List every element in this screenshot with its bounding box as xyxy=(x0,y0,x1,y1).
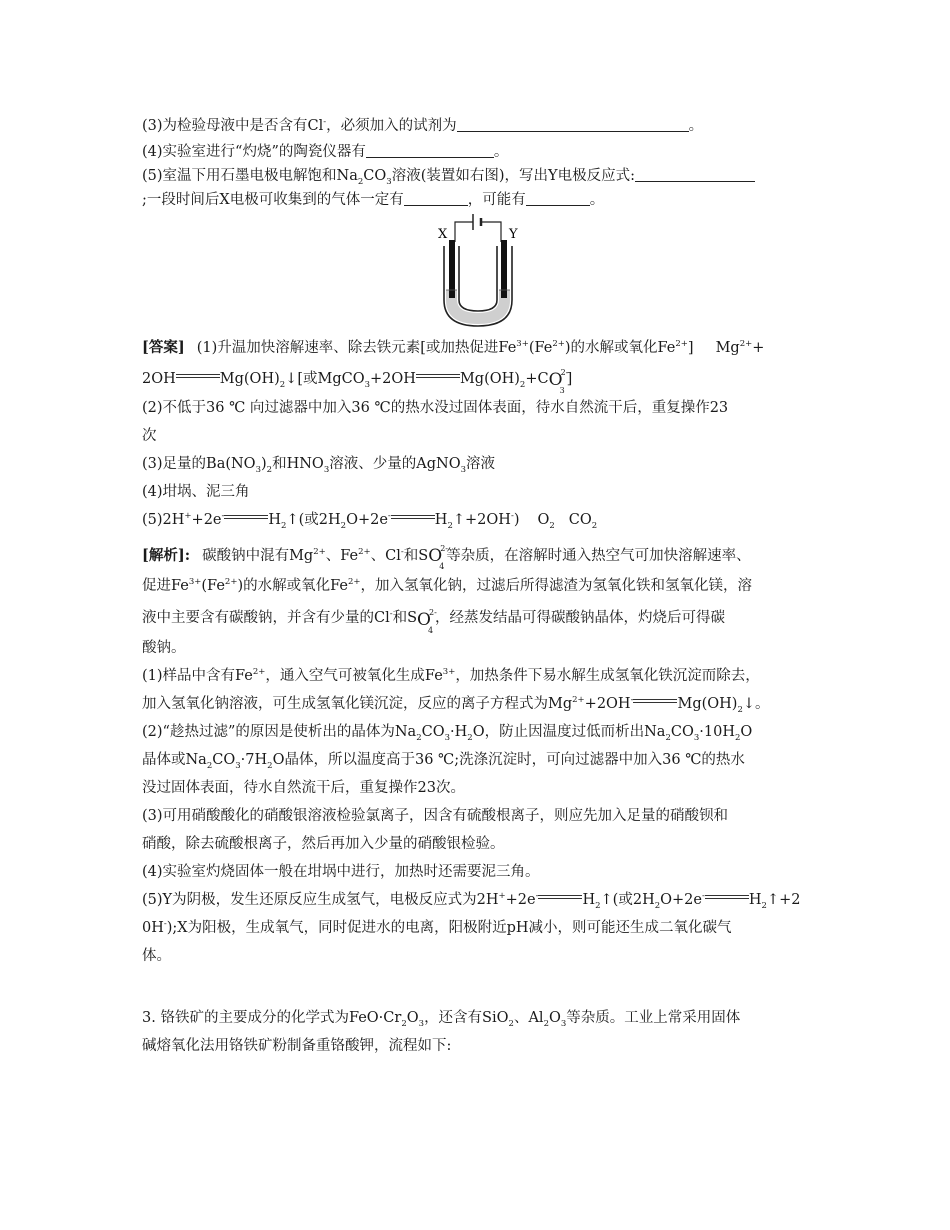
answer-5: (5)2H++2e- $H_2↑$(或$2H_2O+2e^-$ $H_2↑+2OH^-$) $O_2$ $CO_2$ xyxy=(142,511,598,531)
document-page xyxy=(142,112,822,1060)
question-next: 3. 铬铁矿的主要成分的化学式为$FeO\cdot Cr_2O_3$，还含有SiO$_2$、$Al_2O_3$等杂质。工业上常采用固体 xyxy=(142,1010,741,1029)
solution xyxy=(446,290,510,324)
analysis-s1-cont: 加入氢氧化钠溶液，可生成氢氧化镁沉淀，反应的离子方程式为$Mg^{2+}+2OH^-$ $Mg(OH)_2↓$。 xyxy=(142,695,770,715)
answer-3: (3)足量的$Ba(NO_3)_2$和$HNO_3$溶液、少量的AgNO$_3$溶液 xyxy=(142,456,495,475)
analysis-s1: (1)样品中含有$Fe^{2+}$，通入空气可被氧化生成$Fe^{3+}$，加热条件下易水解生成氢氧化铁沉淀而除去， xyxy=(142,667,760,684)
question-next-cont: 碱熔氧化法用铬铁矿粉制备重铬酸钾，流程如下: xyxy=(142,1038,452,1054)
answer-2: (2)不低于36 ℃ 向过滤器中加入36 ℃的热水没过固体表面，待水自然流干后，重复操作23 xyxy=(142,400,729,416)
analysis-s4: (4)实验室灼烧固体一般在坩埚中进行，加热时还需要泥三角。 xyxy=(142,864,540,880)
answer-2-cont: 次 xyxy=(142,428,157,444)
carbonate-ion: O 3 2- xyxy=(548,368,569,395)
equals-sign xyxy=(224,515,268,521)
equals-sign xyxy=(416,374,460,380)
label-x: X xyxy=(438,227,448,242)
analysis-s2: (2)“趁热过滤”的原因是使析出的晶体为$Na_2CO_3\cdot H_2O$，防止因温度过低而析出$Na_2CO_3\cdot 10H_2O$ xyxy=(142,724,753,743)
equals-sign xyxy=(176,374,220,380)
answer-1-cont: 2OH $Mg(OH)_2↓$[或MgCO$_3$+2OH $Mg(OH)_2+C$ O 3 2- ] xyxy=(142,362,822,394)
analysis-p2: 促进$Fe^{3+}(Fe^{2+})$的水解或氧化$Fe^{2+}$，加入氢氧化钠，过滤后所得滤渣为氢氧化铁和氢氧化镁，溶 xyxy=(142,577,752,594)
analysis-s2-cont2: 没过固体表面，待水自然流干后，重复操作23次。 xyxy=(142,780,465,796)
analysis-s3-cont: 硝酸，除去硫酸根离子，然后再加入少量的硝酸银检验。 xyxy=(142,836,505,852)
analysis-s5-cont2: 体。 xyxy=(142,948,171,964)
electrode-x xyxy=(449,240,455,298)
answer-blank[interactable] xyxy=(366,141,494,158)
analysis-p3: 液中主要含有碳酸钠，并含有少量的Cl-和S O 4 2- ，经蒸发结晶可得碳酸钠晶体，灼烧后可得碳 xyxy=(142,600,822,634)
answer-blank[interactable] xyxy=(457,115,689,132)
answer-blank[interactable] xyxy=(635,165,755,182)
analysis-p1: [解析]: 碳酸钠中混有$Mg^{2+}$、$Fe^{2+}$、Cl-和S O 4 2- 等杂质，在溶解时通入热空气可加快溶解速率、 xyxy=(142,544,751,571)
answer-blank[interactable] xyxy=(404,189,468,206)
sulfate-ion: O 4 2- xyxy=(417,608,437,635)
answer-4: (4)坩埚、泥三角 xyxy=(142,484,250,500)
analysis-s5-cont: 0H-);X为阳极，生成氧气，同时促进水的电离，阳极附近pH减小，则可能还生成二氧化碳气 xyxy=(142,919,732,936)
equals-sign xyxy=(633,699,677,705)
sulfate-ion: O 4 2- xyxy=(428,544,448,571)
analysis-s5: (5)Y为阴极，发生还原反应生成氢气，电极反应式为2H++2e- $H_2↑$(或$2H_2O+2e^-$ $H_2↑+2$ xyxy=(142,891,801,911)
analysis-p4: 酸钠。 xyxy=(142,640,186,656)
label-y: Y xyxy=(509,227,518,242)
question-4: (4)实验室进行“灼烧”的陶瓷仪器有 。 xyxy=(142,140,822,164)
question-5-cont: ;一段时间后X电极可收集到的气体一定有 ，可能有 。 xyxy=(142,188,822,212)
analysis-s2-cont: 晶体或$Na_2CO_3\cdot 7H_2O$晶体，所以温度高于36 ℃;洗涤沉淀时，可向过滤器中加入36 ℃的热水 xyxy=(142,752,745,771)
analysis-s3: (3)可用硝酸酸化的硝酸银溶液检验氯离子，因含有硫酸根离子，则应先加入足量的硝酸钡和 xyxy=(142,808,729,824)
question-3: (3)为检验母液中是否含有Cl-，必须加入的试剂为 。 xyxy=(142,112,822,140)
u-tube-inner xyxy=(459,246,497,311)
u-tube-diagram xyxy=(435,212,525,330)
answer-blank[interactable] xyxy=(526,189,590,206)
equals-sign xyxy=(391,515,435,521)
equals-sign xyxy=(538,895,582,901)
answer-1: [答案] (1)升温加快溶解速率、除去铁元素[或加热促进$Fe^{3+}(Fe^{2+})$的水解或氧化$Fe^{2+}$] $Mg^{2+}+$ xyxy=(142,339,765,356)
electrolysis-figure xyxy=(142,212,822,330)
question-5: (5)室温下用石墨电极电解饱和$Na_2CO_3$溶液(装置如右图)，写出Y电极反应式: xyxy=(142,164,822,188)
equals-sign xyxy=(705,895,749,901)
electrode-y xyxy=(501,240,507,298)
